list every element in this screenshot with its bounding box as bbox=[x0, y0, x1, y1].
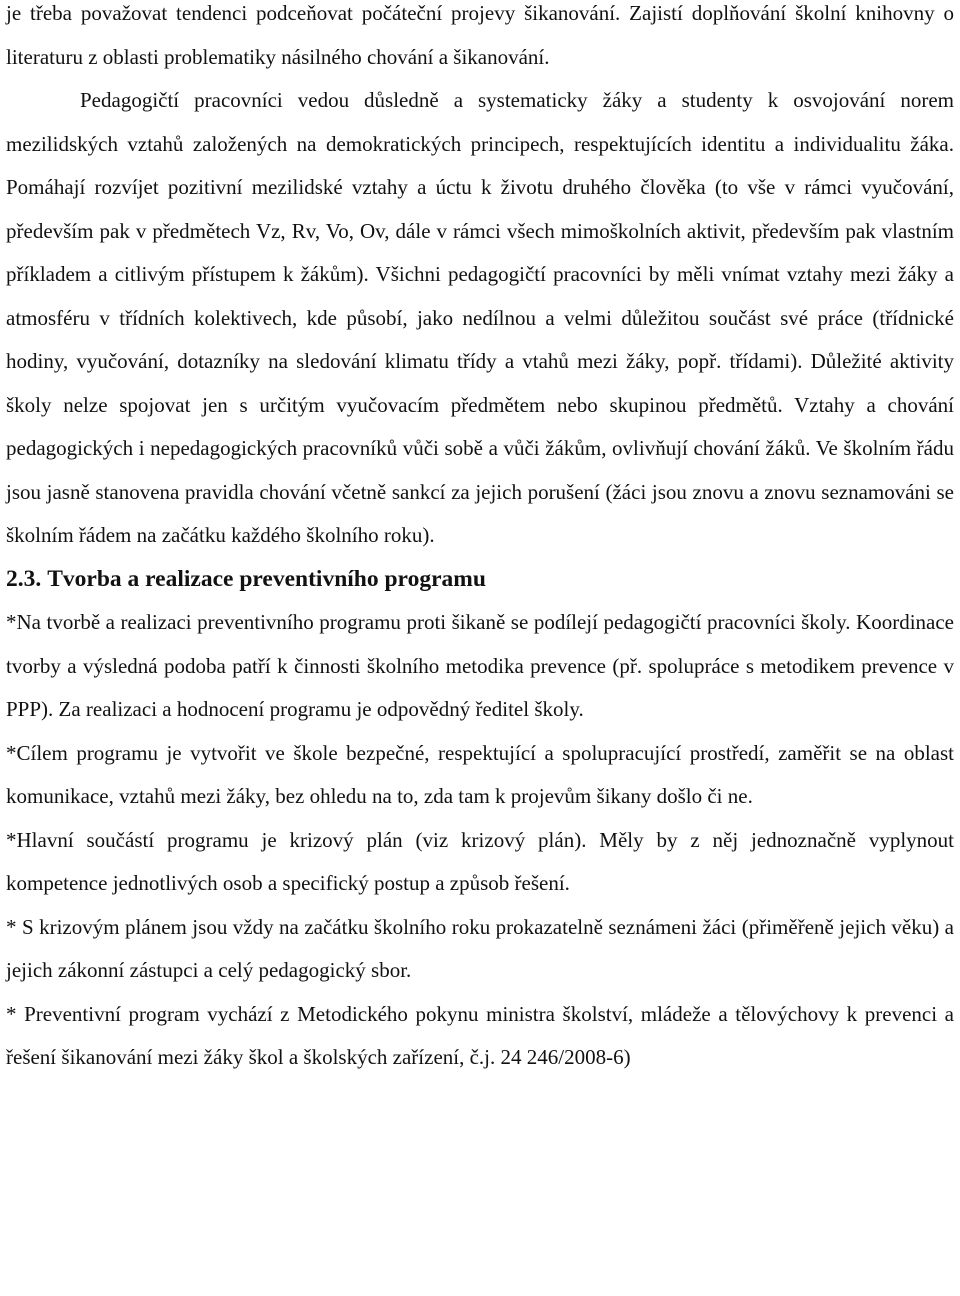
paragraph-crisis-plan-awareness: * S krizovým plánem jsou vždy na začátku školního roku prokazatelně seznámeni žáci (přiměřeně jejich věku) a jejich zákonní zástupci a celý pedagogický sbor. bbox=[6, 914, 954, 982]
paragraph-relationships: Pedagogičtí pracovníci vedou důsledně a systematicky žáky a studenty k osvojování norem mezilidských vztahů založených na demokratických principech, respektujících identitu a individualitu žáka. Pomáhají rozvíjet pozitivní mezilidské vztahy a úctu k životu druhého člověka (to vše v rámci vyučování, především pak v předmětech Vz, Rv, Vo, Ov, dále v rámci všech mimoškolních aktivit, především pak vlastním příkladem a citlivým přístupem k žákům). Všichni pedagogičtí pracovníci by měli vnímat vztahy mezi žáky a atmosféru v třídních kolektivech, kde působí, jako nedílnou a velmi důležitou součást své práce (třídnické hodiny, vyučování, dotazníky na sledování klimatu třídy a vtahů mezi žáky, popř. třídami). Důležité aktivity školy nelze spojovat jen s určitým vyučovacím předmětem nebo skupinou předmětů. Vztahy a chování pedagogických i nepedagogických pracovníků vůči sobě a vůči žákům, ovlivňují chování žáků. Ve školním řádu jsou jasně stanovena pravidla chování včetně sankcí za jejich porušení (žáci jsou znovu a znovu seznamováni se školním řádem na začátku každého školního roku). bbox=[6, 88, 954, 547]
paragraph-intro: je třeba považovat tendenci podceňovat počáteční projevy šikanování. Zajistí doplňování školní knihovny o literaturu z oblasti problematiky násilného chování a šikanování. bbox=[6, 1, 954, 69]
section-heading bbox=[0, 558, 960, 602]
paragraph-methodical-guideline: * Preventivní program vychází z Metodického pokynu ministra školství, mládeže a tělovýchovy k prevenci a řešení šikanování mezi žáky škol a školských zařízení, č.j. 24 246/2008-6) bbox=[6, 1001, 954, 1069]
section-number: 2.3. bbox=[6, 565, 42, 592]
section-title: Tvorba a realizace preventivního programu bbox=[47, 565, 486, 592]
paragraph-program-goal: *Cílem programu je vytvořit ve škole bezpečné, respektující a spolupracující prostředí, zaměřit se na oblast komunikace, vztahů mezi žáky, bez ohledu na to, zda tam k projevům šikany došlo či ne. bbox=[6, 740, 954, 808]
paragraph-crisis-plan: *Hlavní součástí programu je krizový plán (viz krizový plán). Měly by z něj jednoznačně vyplynout kompetence jednotlivých osob a specifický postup a způsob řešení. bbox=[6, 827, 954, 895]
paragraph-program-creation: *Na tvorbě a realizaci preventivního programu proti šikaně se podílejí pedagogičtí pracovníci školy. Koordinace tvorby a výsledná podoba patří k činnosti školního metodika prevence (př. spolupráce s metodikem prevence v PPP). Za realizaci a hodnocení programu je odpovědný ředitel školy. bbox=[6, 610, 954, 721]
